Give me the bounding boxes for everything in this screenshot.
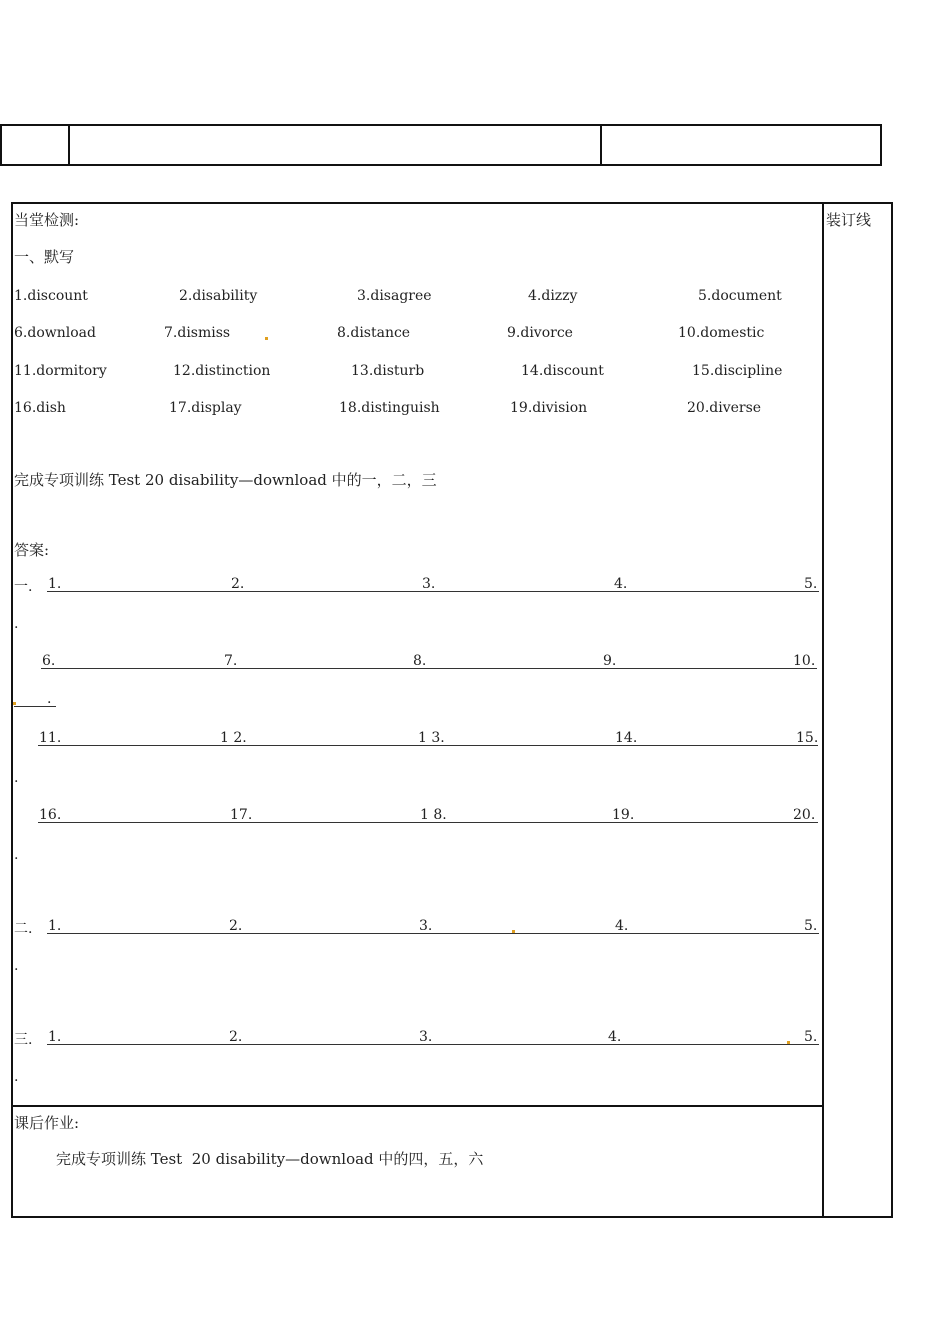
dictation-item: 7.dismiss [164,325,231,341]
dictation-item: 3.disagree [357,288,432,304]
answer-number: 9. [603,653,617,669]
dictation-item: 8.distance [337,325,411,341]
answer-number: 20. [793,807,816,823]
main-table [11,202,893,1218]
answer-number: 5. [804,1029,818,1045]
header-divider-1 [68,124,70,166]
answer-number: 6. [42,653,56,669]
answer-line[interactable] [41,668,817,669]
answer-number: 16. [39,807,62,823]
dictation-item: 20.diverse [687,400,762,416]
answer-number: 2. [229,918,243,934]
homework-text: 完成专项训练 Test 20 disability—download 中的四，五，六 [56,1150,484,1168]
answer-line[interactable] [47,1044,819,1045]
dictation-item: 15.discipline [692,363,783,379]
answer-number: 4. [614,576,628,592]
answer-continuation: . [14,847,19,863]
binding-column-divider [822,202,824,1218]
dictation-item: 11.dormitory [14,363,107,379]
dictation-item: 6.download [14,325,96,341]
stray-mark [13,702,16,705]
answer-continuation: . [14,958,19,974]
dictation-item: 9.divorce [507,325,573,341]
answer-number: 1. [48,918,62,934]
answer-number: 2. [231,576,245,592]
homework-title: 课后作业: [14,1114,80,1132]
dictation-item: 5.document [698,288,782,304]
answer-number: 11. [39,730,62,746]
answer-prefix-two: 二. [14,921,33,937]
header-table [0,124,882,166]
dictation-item: 14.discount [521,363,604,379]
binding-label: 装订线 [826,211,872,229]
task-text: 完成专项训练 Test 20 disability—download 中的一，二，三 [14,471,437,489]
dictation-item: 17.display [169,400,242,416]
header-divider-2 [600,124,602,166]
dictation-item: 1.discount [14,288,88,304]
section-title: 当堂检测: [14,211,80,229]
answer-number: 1. [48,576,62,592]
dictation-item: 18.distinguish [339,400,440,416]
answer-continuation: . [14,616,19,632]
answer-number: 4. [608,1029,622,1045]
answer-number: 1 8. [420,807,447,823]
answer-continuation: . [14,1069,19,1085]
answer-number: 2. [229,1029,243,1045]
answer-number: 3. [419,918,433,934]
answer-number: 5. [804,576,818,592]
answer-number: 15. [796,730,819,746]
answer-prefix-three: 三. [14,1032,33,1048]
stray-mark [787,1041,790,1044]
part1-title: 一、默写 [14,248,75,266]
answers-title: 答案: [14,541,50,559]
answer-number: 1 3. [418,730,445,746]
answer-number: 1. [48,1029,62,1045]
stray-mark [265,337,268,340]
answer-number: 5. [804,918,818,934]
dictation-item: 10.domestic [678,325,765,341]
homework-divider [11,1105,824,1107]
answer-number: 14. [615,730,638,746]
dictation-item: 13.disturb [351,363,425,379]
dictation-item: 12.distinction [173,363,271,379]
stray-mark [512,930,515,933]
answer-number: 19. [612,807,635,823]
dictation-item: 19.division [510,400,588,416]
dictation-item: 2.disability [179,288,258,304]
dictation-item: 16.dish [14,400,66,416]
answer-number: 7. [224,653,238,669]
answer-prefix-one: 一. [14,579,33,595]
dictation-item: 4.dizzy [528,288,578,304]
answer-line[interactable] [47,933,819,934]
answer-number: 1 2. [220,730,247,746]
answer-number: 4. [615,918,629,934]
answer-continuation: . [47,691,52,707]
answer-number: 3. [422,576,436,592]
answer-number: 10. [793,653,816,669]
answer-number: 17. [230,807,253,823]
answer-continuation: . [14,770,19,786]
answer-number: 8. [413,653,427,669]
answer-number: 3. [419,1029,433,1045]
